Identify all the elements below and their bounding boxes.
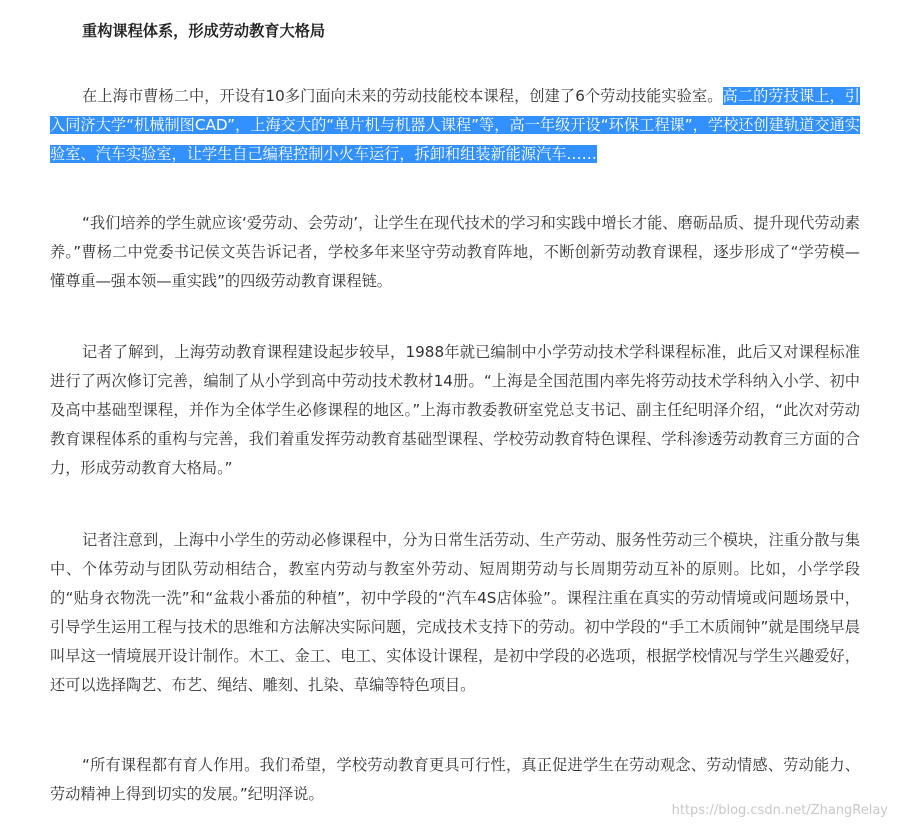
- paragraph-2: “我们培养的学生就应该‘爱劳动、会劳动’，让学生在现代技术的学习和实践中增长才能、磨砺品质、提升现代劳动素养。”曹杨二中党委书记侯文英告诉记者，学校多年来坚守劳动教育阵地，不断创新劳动教育课程，逐步形成了“学劳模—懂尊重—强本领—重实践”的四级劳动教育课程链。: [50, 214, 860, 290]
- section-heading: 重构课程体系，形成劳动教育大格局: [82, 22, 325, 40]
- paragraph-1-text: 在上海市曹杨二中，开设有10多门面向未来的劳动技能校本课程，创建了6个劳动技能实验室。: [82, 87, 723, 105]
- paragraph-5: “所有课程都有育人作用。我们希望，学校劳动教育更具可行性，真正促进学生在劳动观念、劳动情感、劳动能力、劳动精神上得到切实的发展。”纪明泽说。: [50, 756, 860, 803]
- paragraph-1: [50, 82, 860, 169]
- paragraph-3: 记者了解到，上海劳动教育课程建设起步较早，1988年就已编制中小学劳动技术学科课程标准，此后又对课程标准进行了两次修订完善，编制了从小学到高中劳动技术教材14册。“上海是全国范围内率先将劳动技术学科纳入小学、初中及高中基础型课程，并作为全体学生必修课程的地区。”上海市教委教研室党总支书记、副主任纪明泽介绍，“此次对劳动教育课程体系的重构与完善，我们着重发挥劳动教育基础型课程、学校劳动教育特色课程、学科渗透劳动教育三方面的合力，形成劳动教育大格局。”: [50, 343, 860, 477]
- paragraph-4: 记者注意到，上海中小学生的劳动必修课程中，分为日常生活劳动、生产劳动、服务性劳动三个模块，注重分散与集中、个体劳动与团队劳动相结合，教室内劳动与教室外劳动、短周期劳动与长周期劳动互补的原则。比如，小学学段的“贴身衣物洗一洗”和“盆栽小番茄的种植”，初中学段的“汽车4S店体验”。课程注重在真实的劳动情境或问题场景中，引导学生运用工程与技术的思维和方法解决实际问题，完成技术支持下的劳动。初中学段的“手工木质闹钟”就是围绕早晨叫早这一情境展开设计制作。木工、金工、电工、实体设计课程，是初中学段的必选项，根据学校情况与学生兴趣爱好，还可以选择陶艺、布艺、绳结、雕刻、扎染、草编等特色项目。: [50, 531, 860, 694]
- selected-text[interactable]: 高二的劳技课上，引入同济大学“机械制图CAD”，上海交大的“单片机与机器人课程”等，高一年级开设“环保工程课”，学校还创建轨道交通实验室、汽车实验室，让学生自己编程控制小火车运行，拆卸和组装新能源汽车……: [50, 87, 860, 163]
- watermark: https://blog.csdn.net/ZhangRelay: [671, 803, 888, 818]
